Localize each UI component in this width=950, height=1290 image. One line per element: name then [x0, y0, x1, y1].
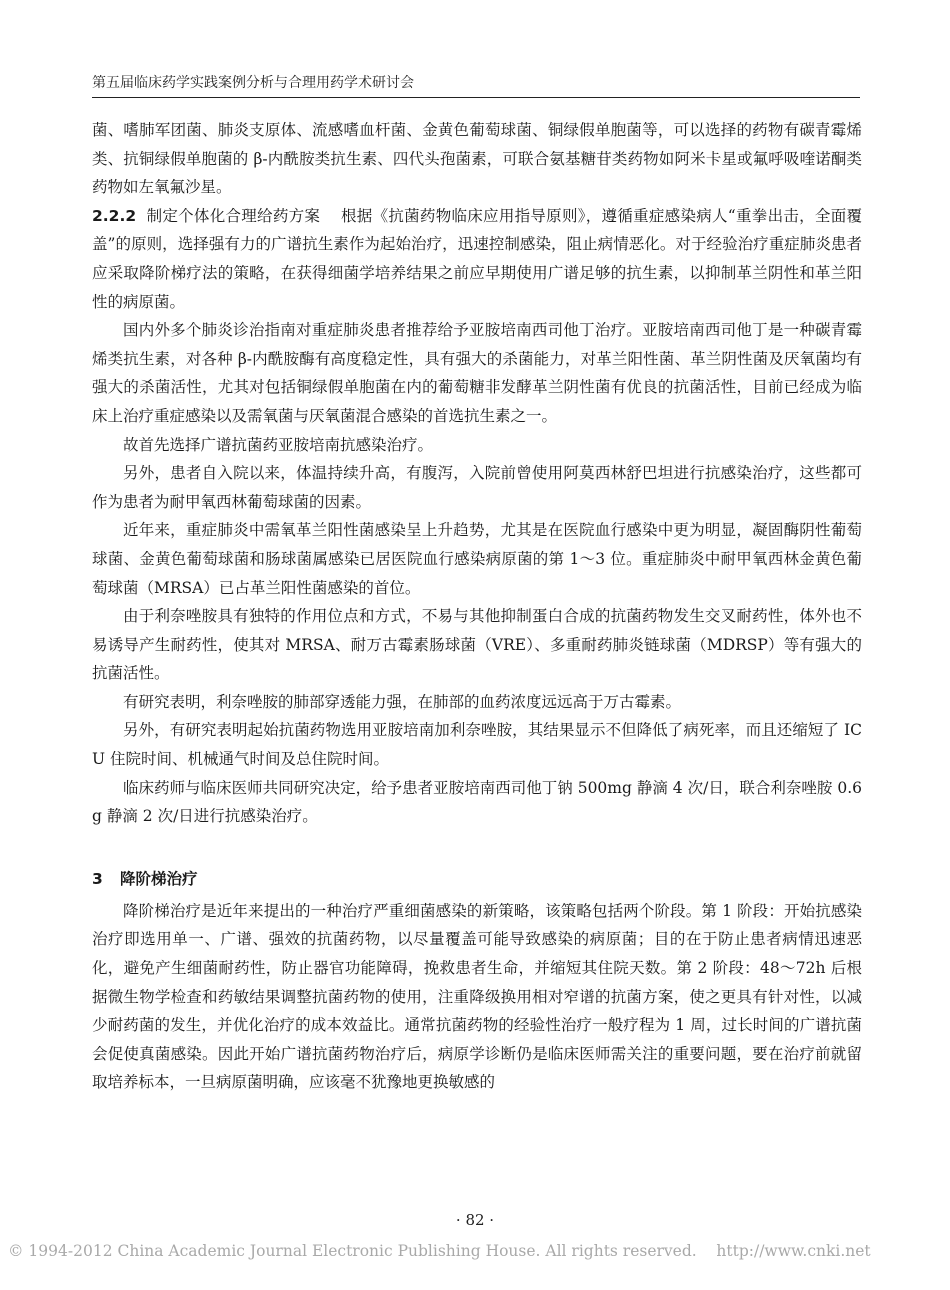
paragraph: 菌、嗜肺军团菌、肺炎支原体、流感嗜血杆菌、金黄色葡萄球菌、铜绿假单胞菌等，可以选择的药物有碳青霉烯类、抗铜绿假单胞菌的 β-内酰胺类抗生素、四代头孢菌素，可联合氨基糖苷类药物如阿米卡星或氟呼吸喹诺酮类药物如左氧氟沙星。	[92, 121, 862, 197]
page-number: · 82 ·	[455, 1211, 495, 1229]
paragraph: 另外，患者自入院以来，体温持续升高，有腹泻，入院前曾使用阿莫西林舒巴坦进行抗感染治疗，这些都可作为患者为耐甲氧西林葡萄球菌的因素。	[92, 464, 862, 511]
subsection-2-2-2	[92, 202, 862, 316]
copyright-footer: © 1994-2012 China Academic Journal Electronic Publishing House. All rights reserved. http://www.cnki.net	[8, 1242, 871, 1260]
section-number: 3	[92, 869, 103, 888]
header-rule	[92, 97, 860, 98]
paragraph: 降阶梯治疗是近年来提出的一种治疗严重细菌感染的新策略，该策略包括两个阶段。第 1 阶段：开始抗感染治疗即选用单一、广谱、强效的抗菌药物，以尽量覆盖可能导致感染的病原菌；目的在于防止患者病情迅速恶化，避免产生细菌耐药性，防止器官功能障碍，挽救患者生命，并缩短其住院天数。第 2 阶段：48～72h 后根据微生物学检查和药敏结果调整抗菌药物的使用，注重降级换用相对窄谱的抗菌方案，使之更具有针对性，以减少耐药菌的发生，并优化治疗的成本效益比。通常抗菌药物的经验性治疗一般疗程为 1 周，过长时间的广谱抗菌会促使真菌感染。因此开始广谱抗菌药物治疗后，病原学诊断仍是临床医师需关注的重要问题，要在治疗前就留取培养标本，一旦病原菌明确，应该毫不犹豫地更换敏感的	[92, 901, 862, 1092]
subsection-title: 制定个体化合理给药方案	[146, 206, 321, 225]
section-title: 降阶梯治疗	[120, 869, 198, 888]
paragraph: 另外，有研究表明起始抗菌药物选用亚胺培南加利奈唑胺，其结果显示不但降低了病死率，而且还缩短了 ICU 住院时间、机械通气时间及总住院时间。	[92, 721, 862, 769]
subsection-number: 2.2.2	[92, 206, 137, 225]
section-heading	[92, 865, 862, 893]
subsection-text: 根据《抗菌药物临床应用指导原则》，遵循重症感染病人“重拳出击，全面覆盖”的原则，选择强有力的广谱抗生素作为起始治疗，迅速控制感染，阻止病情恶化。对于经验治疗重症肺炎患者应采取降阶梯疗法的策略，在获得细菌学培养结果之前应早期使用广谱足够的抗生素，以抑制革兰阴性和革兰阳性的病原菌。	[92, 206, 862, 311]
article-body	[92, 116, 862, 1097]
paragraph: 国内外多个肺炎诊治指南对重症肺炎患者推荐给予亚胺培南西司他丁治疗。亚胺培南西司他丁是一种碳青霉烯类抗生素，对各种 β-内酰胺酶有高度稳定性，具有强大的杀菌能力，对革兰阳性菌、革兰阴性菌及厌氧菌均有强大的杀菌活性，尤其对包括铜绿假单胞菌在内的葡萄糖非发酵革兰阴性菌有优良的抗菌活性，目前已经成为临床上治疗重症感染以及需氧菌与厌氧菌混合感染的首选抗生素之一。	[92, 321, 862, 425]
paragraph: 有研究表明，利奈唑胺的肺部穿透能力强，在肺部的血药浓度远远高于万古霉素。	[123, 692, 682, 711]
paragraph: 临床药师与临床医师共同研究决定，给予患者亚胺培南西司他丁钠 500mg 静滴 4 次/日，联合利奈唑胺 0.6g 静滴 2 次/日进行抗感染治疗。	[92, 778, 862, 826]
paragraph: 近年来，重症肺炎中需氧革兰阳性菌感染呈上升趋势，尤其是在医院血行感染中更为明显，凝固酶阴性葡萄球菌、金黄色葡萄球菌和肠球菌属感染已居医院血行感染病原菌的第 1～3 位。重症肺炎中耐甲氧西林金黄色葡萄球菌（MRSA）已占革兰阳性菌感染的首位。	[92, 521, 862, 597]
running-header: 第五届临床药学实践案例分析与合理用药学术研讨会	[92, 75, 414, 91]
paragraph: 由于利奈唑胺具有独特的作用位点和方式，不易与其他抑制蛋白合成的抗菌药物发生交叉耐药性，体外也不易诱导产生耐药性，使其对 MRSA、耐万古霉素肠球菌（VRE）、多重耐药肺炎链球菌（MDRSP）等有强大的抗菌活性。	[92, 607, 862, 683]
paragraph: 故首先选择广谱抗菌药亚胺培南抗感染治疗。	[123, 435, 434, 454]
